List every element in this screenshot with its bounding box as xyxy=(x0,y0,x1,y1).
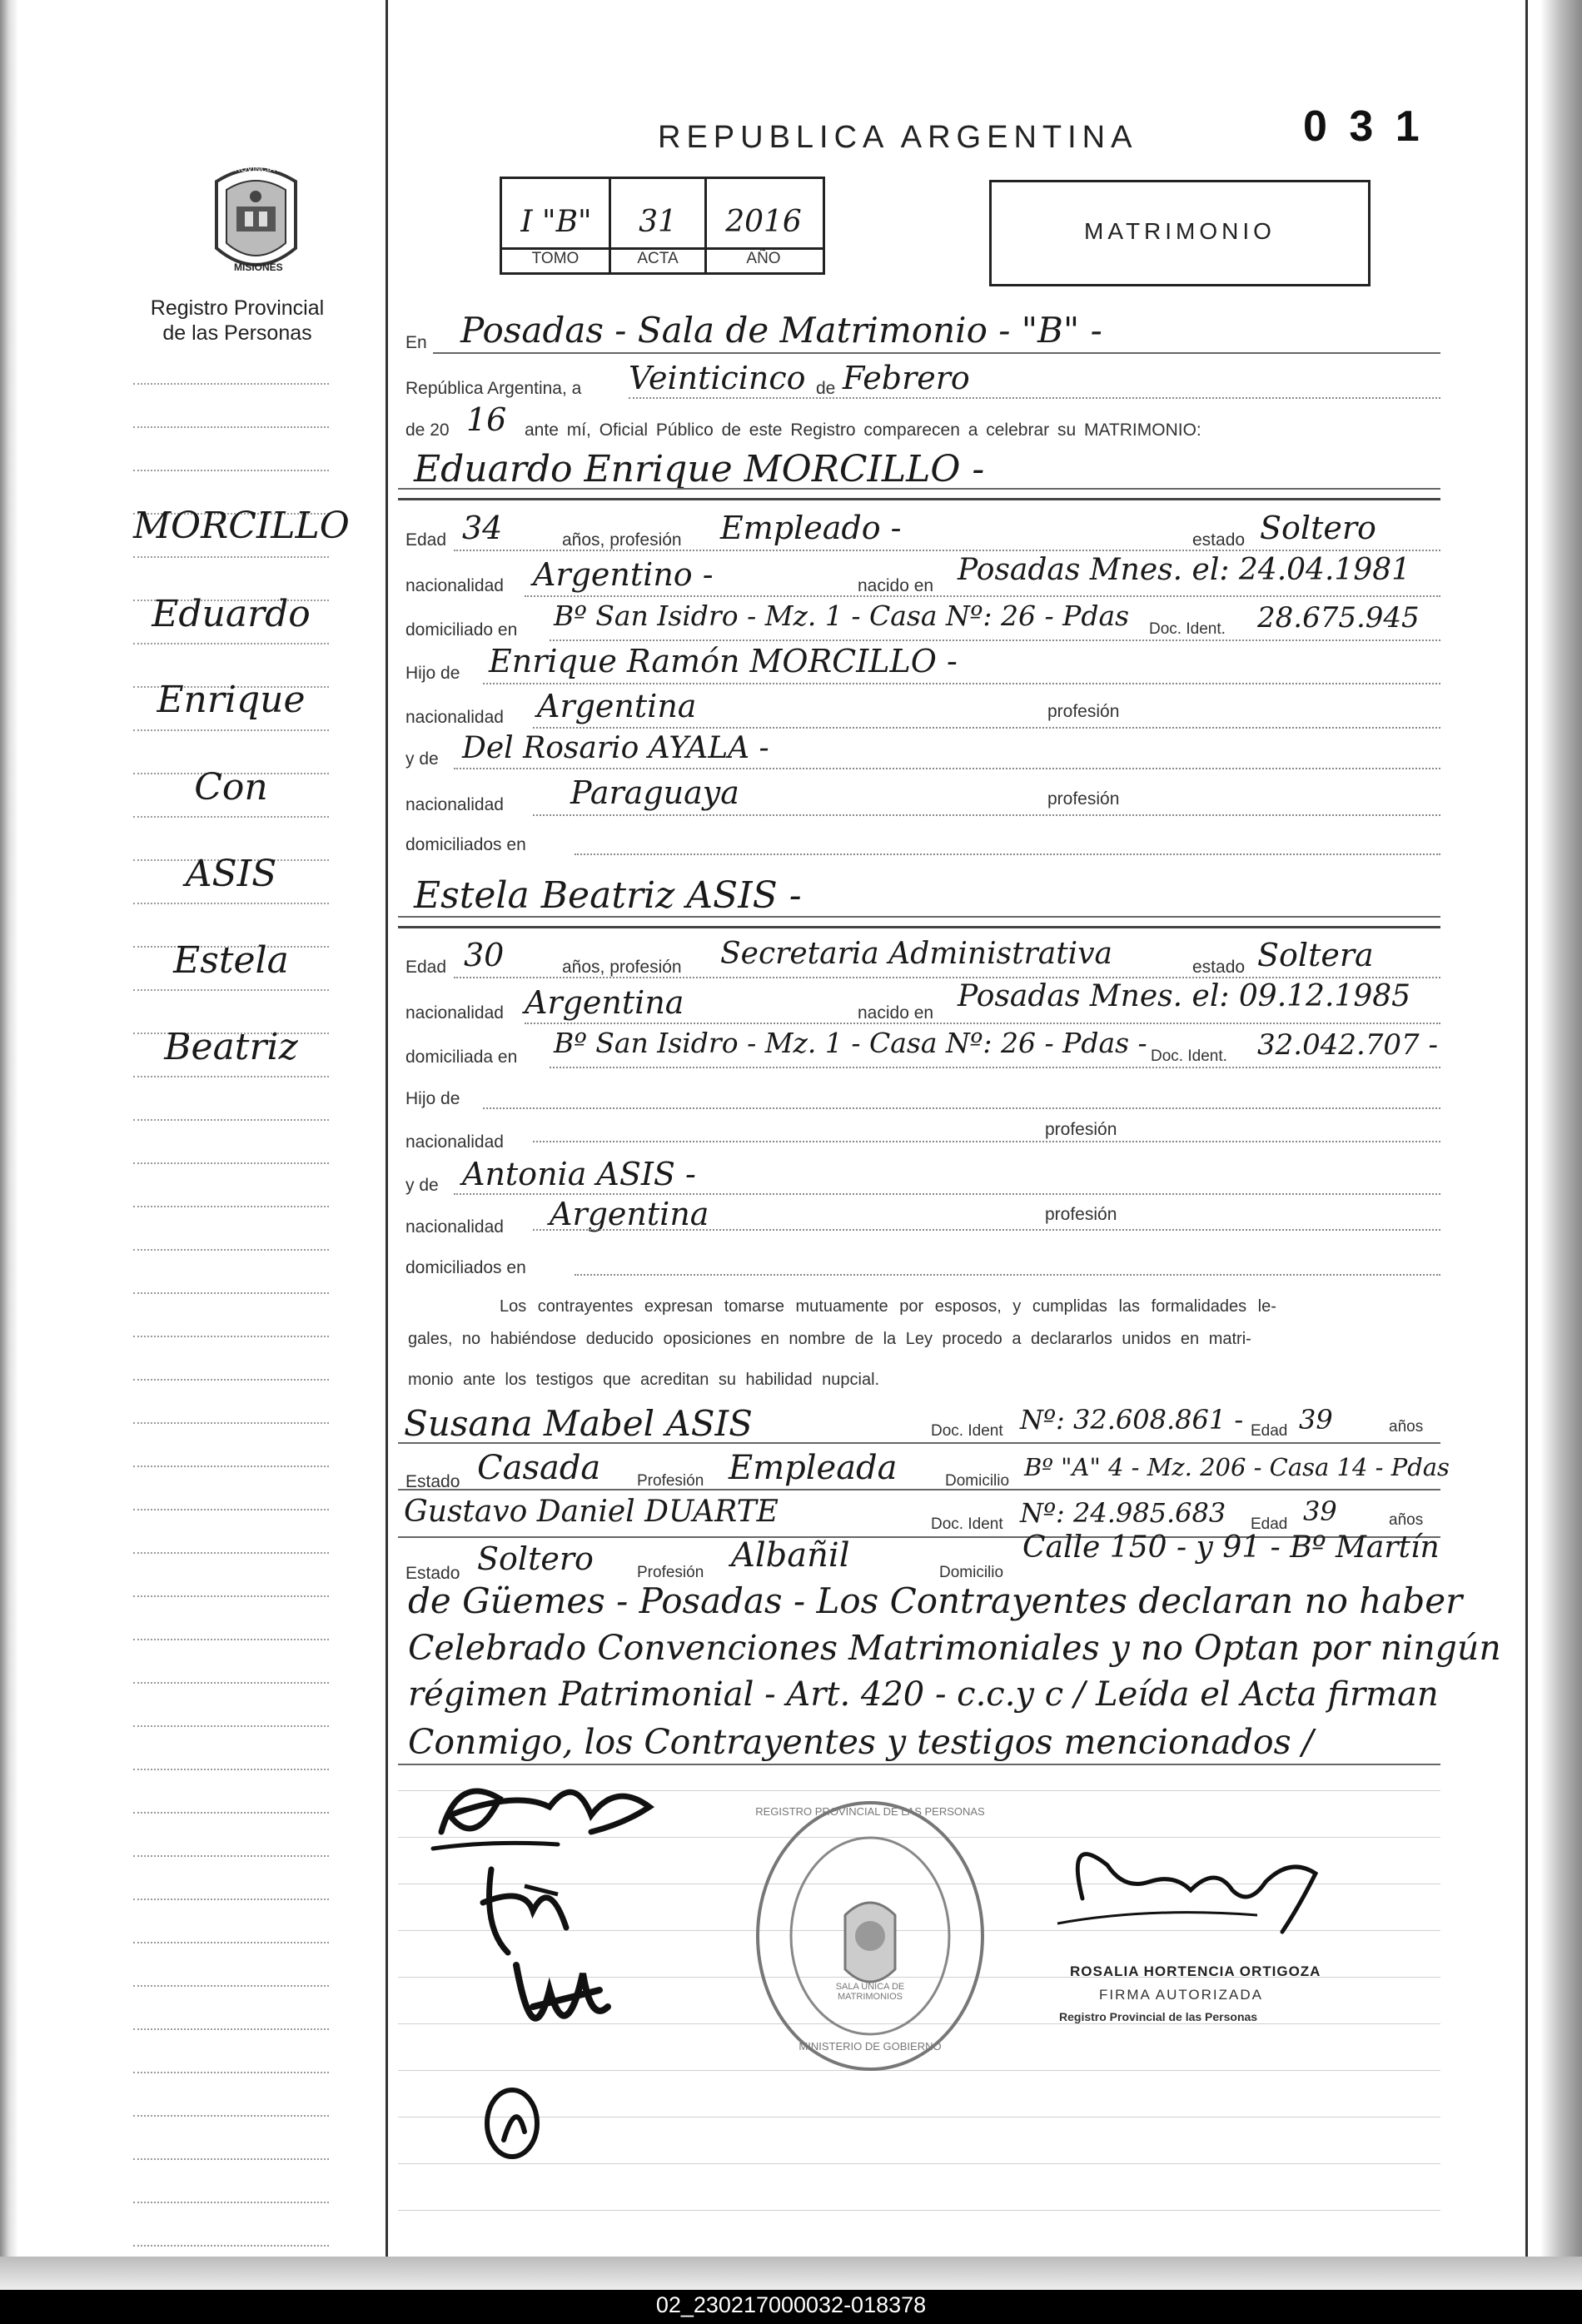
groom-father-prof-label: profesión xyxy=(1047,702,1120,721)
groom-age-line xyxy=(454,550,1440,551)
witness2-age: 39 xyxy=(1303,1495,1337,1527)
margin-rule xyxy=(133,1812,329,1814)
page-border-right xyxy=(1525,0,1528,2257)
margin-rule xyxy=(133,1682,329,1684)
republica-label: República Argentina, a xyxy=(405,379,582,398)
margin-rule xyxy=(133,426,329,428)
margin-rule xyxy=(133,556,329,558)
bride-doc-label: Doc. Ident. xyxy=(1151,1048,1227,1065)
margin-rule xyxy=(133,470,329,471)
witness2-name: Gustavo Daniel DUARTE xyxy=(404,1495,779,1529)
margin-rule xyxy=(133,1076,329,1077)
stamp-outer-text: REGISTRO PROVINCIAL DE LAS PERSONAS xyxy=(755,1805,985,1818)
groom-mother: Del Rosario AYALA - xyxy=(462,731,769,765)
declaration-line3: monio ante los testigos que acreditan su habilidad nupcial. xyxy=(408,1371,880,1389)
margin-name-6: Estela xyxy=(173,939,289,982)
witness2-doc-label: Doc. Ident xyxy=(931,1515,1003,1533)
en-label: En xyxy=(405,333,427,352)
groom-anos-label: años, profesión xyxy=(562,530,682,550)
ceremony-month: Febrero xyxy=(843,360,970,396)
bride-mother-nac-label: nacionalidad xyxy=(405,1217,504,1237)
signature-witness2-icon xyxy=(470,2065,562,2173)
groom-hijo-line xyxy=(483,683,1440,684)
margin-rule xyxy=(133,989,329,991)
margin-name-5: ASIS xyxy=(185,853,277,895)
notes-line3: régimen Patrimonial - Art. 420 - c.c.y c / Leída el Acta firman xyxy=(408,1675,1439,1714)
acta-value: 31 xyxy=(639,205,677,239)
record-type: MATRIMONIO xyxy=(1084,218,1276,244)
margin-rule xyxy=(133,2245,329,2247)
official-name: ROSALIA HORTENCIA ORTIGOZA xyxy=(1070,1963,1321,1979)
country-title: REPUBLICA ARGENTINA xyxy=(658,120,1138,155)
margin-rule xyxy=(133,903,329,904)
bride-dom-line xyxy=(550,1067,1440,1068)
bride-father-nac-label: nacionalidad xyxy=(405,1132,504,1152)
witness2-prof-label: Profesión xyxy=(637,1564,704,1581)
witness1-name: Susana Mabel ASIS xyxy=(404,1403,753,1444)
de20-label: de 20 xyxy=(405,421,450,440)
groom-dom-line xyxy=(550,639,1440,641)
appearance-statement: ante mí, Oficial Público de este Registro comparecen a celebrar su MATRIMONIO: xyxy=(525,421,1201,440)
witness2-estado-label: Estado xyxy=(405,1564,460,1583)
margin-rule xyxy=(133,1639,329,1640)
margin-rule xyxy=(133,1162,329,1164)
groom-nacido-label: nacido en xyxy=(858,576,934,595)
anio-value: 2016 xyxy=(725,205,802,239)
acta-label: ACTA xyxy=(637,250,679,267)
bride-yde-line xyxy=(454,1193,1440,1195)
bride-nationality: Argentina xyxy=(525,984,684,1021)
margin-rule xyxy=(133,1249,329,1251)
bride-estado-label: estado xyxy=(1192,958,1246,977)
witness1-line2 xyxy=(398,1489,1440,1490)
witness1-dom-label: Domicilio xyxy=(945,1472,1010,1490)
groom-status: Soltero xyxy=(1260,510,1376,546)
footer-id: 02_230217000032-018378 xyxy=(655,2292,927,2317)
witness1-age-label: Edad xyxy=(1251,1422,1288,1440)
margin-rule xyxy=(133,643,329,644)
page-bottom-edge xyxy=(0,2257,1582,2290)
registry-stamp-icon xyxy=(749,1799,991,2073)
bride-doc: 32.042.707 - xyxy=(1257,1028,1438,1062)
groom-dom-label: domiciliado en xyxy=(405,620,518,639)
bride-divider xyxy=(398,926,1440,928)
margin-rule xyxy=(133,1769,329,1770)
witness1-doc: Nº: 32.608.861 - xyxy=(1020,1404,1244,1436)
witness2-anos-label: años xyxy=(1389,1511,1424,1529)
margin-rule xyxy=(133,1292,329,1294)
bride-nac-line xyxy=(525,1023,1440,1024)
witness2-address: Calle 150 - y 91 - Bº Martín xyxy=(1022,1530,1440,1565)
page-rule xyxy=(398,2210,1440,2211)
witness1-status: Casada xyxy=(477,1449,601,1487)
groom-doc-label: Doc. Ident. xyxy=(1149,620,1226,638)
margin-rule xyxy=(133,2115,329,2117)
margin-name-2: Eduardo xyxy=(152,593,311,635)
ceremony-day: Veinticinco xyxy=(629,360,806,396)
bride-mother-nationality: Argentina xyxy=(550,1196,709,1232)
groom-name-line xyxy=(398,488,1440,490)
binding-shadow xyxy=(0,0,18,2324)
de-label: de xyxy=(816,379,836,398)
bride-mother: Antonia ASIS - xyxy=(462,1156,696,1192)
bride-hijo-line xyxy=(483,1107,1440,1109)
groom-nationality: Argentino - xyxy=(533,556,714,593)
bride-domiciliados-label: domiciliados en xyxy=(405,1258,526,1277)
bride-birth: Posadas Mnes. el: 09.12.1985 xyxy=(958,979,1411,1013)
bride-hijo-label: Hijo de xyxy=(405,1089,460,1108)
groom-age-label: Edad xyxy=(405,530,447,550)
bride-father-nac-line xyxy=(533,1141,1440,1142)
margin-rule xyxy=(133,2072,329,2073)
bride-name-line xyxy=(398,916,1440,918)
witness1-doc-label: Doc. Ident xyxy=(931,1422,1003,1440)
bride-yde-label: y de xyxy=(405,1176,439,1195)
groom-doc: 28.675.945 xyxy=(1257,601,1420,634)
margin-rule xyxy=(133,2202,329,2203)
witness2-doc: Nº: 24.985.683 xyxy=(1020,1497,1226,1529)
margin-rule xyxy=(133,1206,329,1207)
bride-nac-label: nacionalidad xyxy=(405,1003,504,1023)
groom-mother-prof-label: profesión xyxy=(1047,789,1120,809)
groom-nac-line xyxy=(525,595,1440,597)
witness1-prof-label: Profesión xyxy=(637,1472,704,1490)
place-line xyxy=(433,352,1440,354)
bride-mother-nac-line xyxy=(533,1229,1440,1231)
margin-rule xyxy=(133,816,329,818)
signature-groom-icon xyxy=(425,1757,674,1865)
bride-name: Estela Beatriz ASIS - xyxy=(414,874,802,917)
groom-father-nac-label: nacionalidad xyxy=(405,708,504,727)
bride-mother-prof-label: profesión xyxy=(1045,1205,1117,1224)
groom-domiciliados-line xyxy=(575,853,1440,855)
seal-text-top: PROVINCIA DE xyxy=(229,165,289,174)
bride-domiciliados-line xyxy=(575,1274,1440,1276)
witness1-anos-label: años xyxy=(1389,1418,1424,1436)
date-line xyxy=(629,397,1440,399)
groom-profession: Empleado - xyxy=(720,510,902,546)
declaration-line2: gales, no habiéndose deducido oposiciones en nombre de la Ley procedo a declararlos unidos en matri- xyxy=(408,1330,1251,1348)
margin-rule xyxy=(133,1725,329,1727)
margin-rule xyxy=(133,729,329,731)
margin-rule xyxy=(133,2028,329,2030)
bride-age-line xyxy=(454,977,1440,978)
groom-birth: Posadas Mnes. el: 24.04.1981 xyxy=(958,553,1411,587)
margin-rule xyxy=(133,383,329,385)
official-office: Registro Provincial de las Personas xyxy=(1059,2010,1258,2023)
notes-line2: Celebrado Convenciones Matrimoniales y no Optan por ningún xyxy=(408,1628,1501,1668)
groom-yde-line xyxy=(454,768,1440,769)
groom-father: Enrique Ramón MORCILLO - xyxy=(489,643,958,679)
witness1-line xyxy=(398,1442,1440,1444)
groom-mother-nac-line xyxy=(533,814,1440,816)
bride-age-label: Edad xyxy=(405,958,447,977)
margin-rule xyxy=(133,1466,329,1467)
ceremony-place: Posadas - Sala de Matrimonio - "B" - xyxy=(460,310,1102,351)
groom-divider xyxy=(398,498,1440,500)
margin-rule xyxy=(133,1379,329,1381)
groom-nac-label: nacionalidad xyxy=(405,576,504,595)
margin-rule xyxy=(133,1942,329,1943)
groom-age: 34 xyxy=(462,510,503,546)
stamp-ministry-text: MINISTERIO DE GOBIERNO xyxy=(798,2040,942,2053)
witness2-age-label: Edad xyxy=(1251,1515,1288,1533)
official-title: FIRMA AUTORIZADA xyxy=(1099,1987,1263,2003)
signature-witness1-icon xyxy=(500,1940,624,2065)
bride-dom-label: domiciliada en xyxy=(405,1048,518,1067)
bride-status: Soltera xyxy=(1257,937,1374,973)
ceremony-year: 16 xyxy=(466,401,507,438)
page-edge-right xyxy=(1540,0,1582,2324)
groom-father-nac-line xyxy=(533,727,1440,729)
margin-name-4: Con xyxy=(194,766,268,809)
margin-rule xyxy=(133,1985,329,1987)
groom-estado-label: estado xyxy=(1192,530,1246,550)
margin-rule xyxy=(133,1119,329,1121)
groom-name: Eduardo Enrique MORCILLO - xyxy=(414,448,985,490)
anio-label: AÑO xyxy=(746,250,781,267)
page-divider-vertical xyxy=(386,0,388,2257)
groom-mother-nac-label: nacionalidad xyxy=(405,795,504,814)
groom-address: Bº San Isidro - Mz. 1 - Casa Nº: 26 - Pdas xyxy=(554,600,1130,632)
groom-father-nationality: Argentina xyxy=(537,688,697,724)
tomo-label: TOMO xyxy=(531,250,580,267)
witness1-age: 39 xyxy=(1299,1404,1333,1436)
groom-hijo-label: Hijo de xyxy=(405,664,460,683)
margin-name-3: Enrique xyxy=(157,679,306,721)
witness1-address: Bº "A" 4 - Mz. 206 - Casa 14 - Pdas xyxy=(1024,1453,1450,1481)
margin-name-7: Beatriz xyxy=(164,1026,298,1068)
stamp-inner-text: SALA UNICA DE MATRIMONIOS xyxy=(835,1982,905,2002)
margin-rule xyxy=(133,2158,329,2160)
bride-age: 30 xyxy=(464,937,505,973)
bride-nacido-label: nacido en xyxy=(858,1003,934,1023)
bride-profession: Secretaria Administrativa xyxy=(720,937,1112,971)
groom-domiciliados-label: domiciliados en xyxy=(405,835,526,854)
notes-line4: Conmigo, los Contrayentes y testigos mencionados / xyxy=(408,1722,1314,1762)
witness1-estado-label: Estado xyxy=(405,1472,460,1491)
margin-name-1: MORCILLO xyxy=(133,505,350,547)
groom-yde-label: y de xyxy=(405,749,439,769)
page-number: 0 3 1 xyxy=(1303,102,1425,151)
witness2-profession: Albañil xyxy=(731,1536,850,1575)
margin-rule xyxy=(133,1422,329,1424)
bride-anos-label: años, profesión xyxy=(562,958,682,977)
margin-rule xyxy=(133,1595,329,1597)
margin-rule xyxy=(133,1855,329,1857)
bride-address: Bº San Isidro - Mz. 1 - Casa Nº: 26 - Pdas - xyxy=(554,1027,1147,1059)
witness2-status: Soltero xyxy=(477,1540,594,1577)
declaration-line1: Los contrayentes expresan tomarse mutuamente por esposos, y cumplidas las formalidades le- xyxy=(500,1297,1276,1316)
notes-line1: de Güemes - Posadas - Los Contrayentes declaran no haber xyxy=(408,1580,1463,1621)
seal-text-bottom: MISIONES xyxy=(234,261,283,273)
margin-rule xyxy=(133,1336,329,1337)
bride-father-prof-label: profesión xyxy=(1045,1120,1117,1139)
margin-rule xyxy=(133,1552,329,1554)
margin-rule xyxy=(133,1509,329,1510)
witness1-profession: Empleada xyxy=(729,1449,898,1487)
groom-mother-nationality: Paraguaya xyxy=(570,774,739,811)
registry-line2: de las Personas xyxy=(162,321,312,345)
registry-line1: Registro Provincial xyxy=(150,296,325,320)
witness2-dom-label: Domicilio xyxy=(939,1564,1004,1581)
tomo-value: I "B" xyxy=(520,205,592,239)
margin-rule xyxy=(133,1899,329,1900)
signature-official-icon xyxy=(1049,1815,1341,1965)
